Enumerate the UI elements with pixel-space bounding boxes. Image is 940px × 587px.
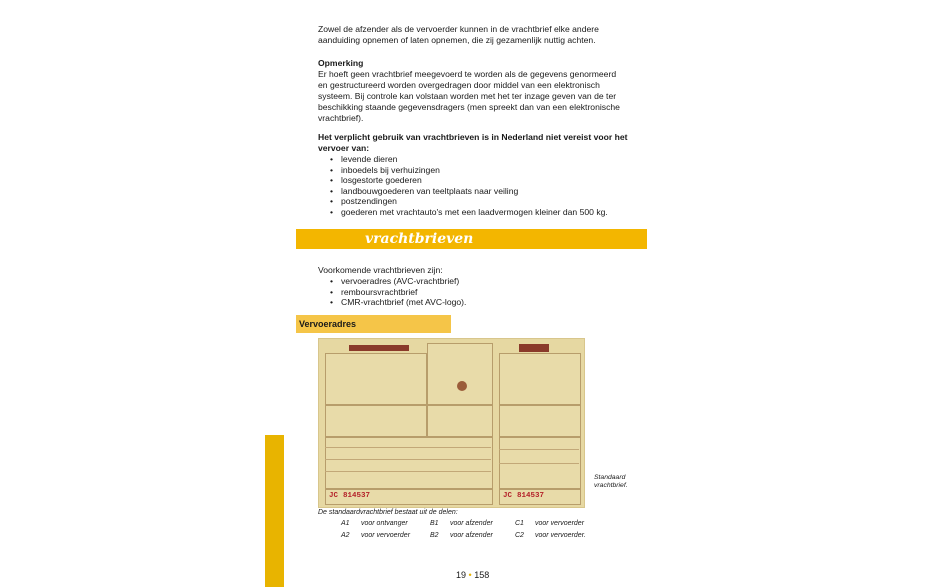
exemption-list bbox=[341, 154, 608, 218]
remark-line-3: systeem. Bij controle kan volstaan worden met het ter inzage geven van de ter bbox=[318, 91, 617, 101]
waybill-form-image bbox=[318, 338, 585, 508]
waybill-types-list bbox=[341, 276, 466, 308]
exemption-heading-line-2: vervoer van: bbox=[318, 143, 370, 153]
form-stamp-box bbox=[427, 343, 493, 405]
form-header-bar-right bbox=[519, 344, 549, 352]
exemption-heading bbox=[318, 132, 648, 154]
exemption-heading-line-1: Het verplicht gebruik van vrachtbrieven is in Nederland niet vereist voor het bbox=[318, 132, 628, 142]
form-divider bbox=[325, 471, 491, 472]
form-copy-top-box bbox=[499, 353, 581, 405]
intro-line-1: Zowel de afzender als de vervoerder kunnen in de vrachtbrief elke andere bbox=[318, 24, 599, 34]
form-conditions-box bbox=[427, 405, 493, 437]
part-item: A1 voor ontvanger bbox=[341, 520, 408, 527]
section-intro: Voorkomende vrachtbrieven zijn: bbox=[318, 265, 443, 275]
remark-line-2: en gestructureerd worden overgedragen door middel van een elektronisch bbox=[318, 80, 600, 90]
page-number: 158 bbox=[474, 570, 490, 580]
parts-column-1 bbox=[341, 518, 410, 541]
part-item: C2 voor vervoerder. bbox=[515, 531, 586, 539]
side-accent-bar bbox=[265, 435, 284, 587]
chapter-number: 19 bbox=[456, 570, 467, 580]
list-item: • landbouwgoederen van teeltplaats naar veiling bbox=[341, 186, 608, 197]
list-item: • remboursvrachtbrief bbox=[341, 287, 466, 298]
intro-line-2: aanduiding opnemen of laten opnemen, die zij gezamenlijk nuttig achten. bbox=[318, 35, 596, 45]
list-item: • postzendingen bbox=[341, 196, 608, 207]
remark-line-1: Er hoeft geen vrachtbrief meegevoerd te worden als de gegevens genormeerd bbox=[318, 69, 617, 79]
form-number-left: 814537 bbox=[343, 492, 371, 500]
page-footer bbox=[456, 570, 489, 580]
form-copy-mid-box bbox=[499, 405, 581, 437]
part-item: B2 voor afzender bbox=[430, 531, 493, 539]
form-goods-box bbox=[325, 437, 493, 489]
form-number-right: 814537 bbox=[517, 492, 545, 500]
form-divider bbox=[325, 447, 491, 448]
form-divider bbox=[499, 449, 579, 450]
form-receiver-box bbox=[325, 405, 427, 437]
remark-line-4: beschikking staande gegevensdragers (men spreekt dan van een elektronische bbox=[318, 102, 620, 112]
footer-separator: • bbox=[468, 570, 472, 580]
figure-side-caption bbox=[594, 474, 628, 490]
list-item: • inboedels bij verhuizingen bbox=[341, 165, 608, 176]
intro-paragraph bbox=[318, 24, 648, 46]
section-title: vrachtbrieven bbox=[365, 231, 474, 247]
remark-block bbox=[318, 58, 648, 124]
list-item: • CMR-vrachtbrief (met AVC-logo). bbox=[341, 297, 466, 308]
form-divider bbox=[499, 463, 579, 464]
form-divider bbox=[325, 459, 491, 460]
form-prefix-right: JC bbox=[503, 492, 513, 500]
figure-caption: De standaardvrachtbrief bestaat uit de delen: bbox=[318, 509, 458, 516]
form-sender-box bbox=[325, 353, 427, 405]
list-item: • losgestorte goederen bbox=[341, 175, 608, 186]
remark-heading: Opmerking bbox=[318, 58, 364, 68]
part-item: C1 voor vervoerder bbox=[515, 520, 585, 527]
figure-side-caption-line-2: vrachtbrief. bbox=[594, 482, 628, 489]
part-item: A2 voor vervoerder bbox=[341, 531, 411, 539]
form-prefix-left: JC bbox=[329, 492, 339, 500]
parts-column-3 bbox=[515, 518, 586, 541]
part-item: B1 voor afzender bbox=[430, 520, 493, 527]
parts-column-2 bbox=[430, 518, 493, 541]
form-seal bbox=[457, 381, 467, 391]
list-item: • levende dieren bbox=[341, 154, 608, 165]
subsection-heading: Vervoeradres bbox=[296, 315, 451, 333]
list-item: • vervoeradres (AVC-vrachtbrief) bbox=[341, 276, 466, 287]
figure-side-caption-line-1: Standaard bbox=[594, 474, 626, 481]
list-item: • goederen met vrachtauto's met een laadvermogen kleiner dan 500 kg. bbox=[341, 207, 608, 218]
remark-line-5: vrachtbrief). bbox=[318, 113, 364, 123]
form-header-bar bbox=[349, 345, 409, 351]
